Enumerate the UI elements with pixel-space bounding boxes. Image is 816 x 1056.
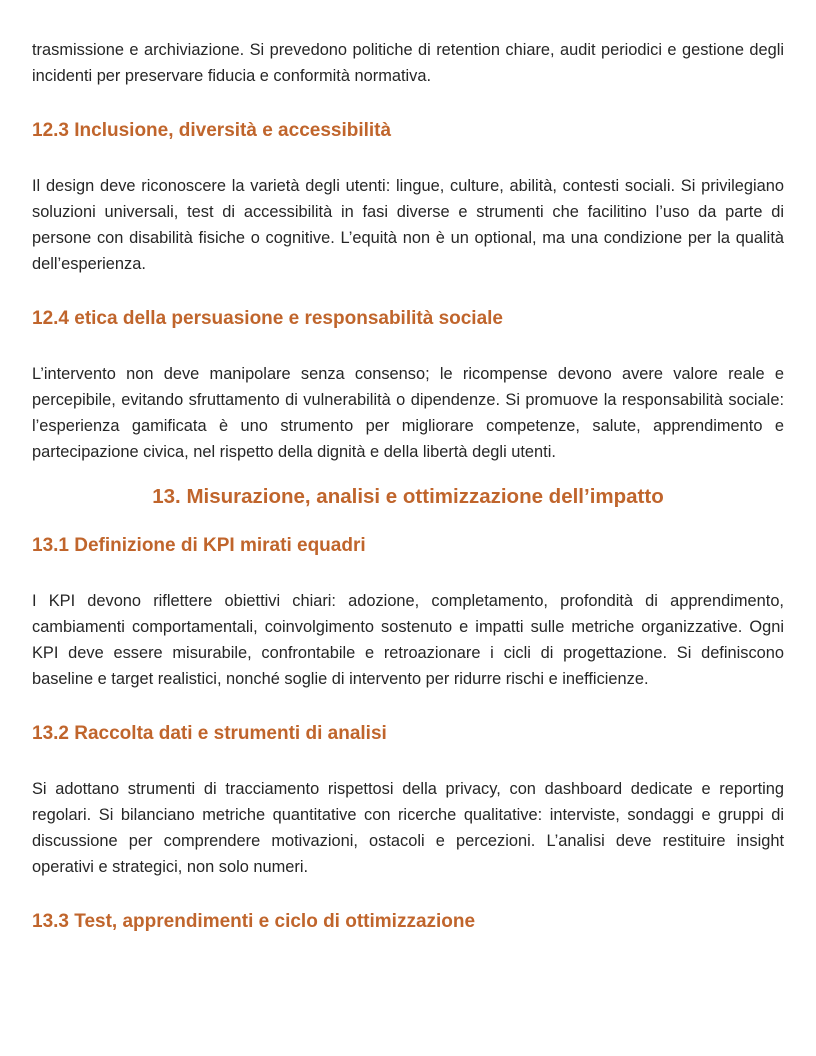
section-title-13: 13. Misurazione, analisi e ottimizzazione dell’impatto <box>152 485 664 508</box>
heading-13-2: 13.2 Raccolta dati e strumenti di analisi <box>32 723 387 744</box>
paragraph-13-2: Si adottano strumenti di tracciamento rispettosi della privacy, con dashboard dedicate e reporting regolari. Si bilanciano metriche quantitative con ricerche qualitative: interviste, sondaggi e gruppi di discussione per comprendere motivazioni, ostacoli e percezioni. L’analisi deve restituire insight operativi e strategici, non solo numeri. <box>32 780 784 876</box>
heading-12-4: 12.4 etica della persuasione e responsabilità sociale <box>32 308 504 329</box>
heading-13-3: 13.3 Test, apprendimenti e ciclo di ottimizzazione <box>32 911 476 932</box>
paragraph-12-4: L’intervento non deve manipolare senza consenso; le ricompense devono avere valore reale e percepibile, evitando sfruttamento di vulnerabilità o dipendenze. Si promuove la responsabilità sociale: l’esperienza gamificata è uno strumento per migliorare competenze, salute, apprendimento e partecipazione civica, nel rispetto della dignità e della libertà degli utenti. <box>32 365 784 461</box>
paragraph-12-3: Il design deve riconoscere la varietà degli utenti: lingue, culture, abilità, contesti sociali. Si privilegiano soluzioni universali, test di accessibilità in fasi diverse e strumenti che facilitino l’uso da parte di persone con disabilità fisiche o cognitive. L’equità non è un optional, ma una condizione per la qualità dell’esperienza. <box>32 177 784 273</box>
paragraph-intro: trasmissione e archiviazione. Si prevedono politiche di retention chiare, audit periodici e gestione degli incidenti per preservare fiducia e conformità normativa. <box>32 41 784 85</box>
paragraph-13-1: I KPI devono riflettere obiettivi chiari: adozione, completamento, profondità di apprendimento, cambiamenti comportamentali, coinvolgimento sostenuto e impatti sulle metriche organizzative. Ogni KPI deve essere misurabile, confrontabile e retroazionare i cicli di progettazione. Si definiscono baseline e target realistici, nonché soglie di intervento per ridurre rischi e inefficienze. <box>32 592 784 688</box>
heading-13-1: 13.1 Definizione di KPI mirati equadri <box>32 535 366 556</box>
heading-12-3: 12.3 Inclusione, diversità e accessibilità <box>32 120 392 141</box>
